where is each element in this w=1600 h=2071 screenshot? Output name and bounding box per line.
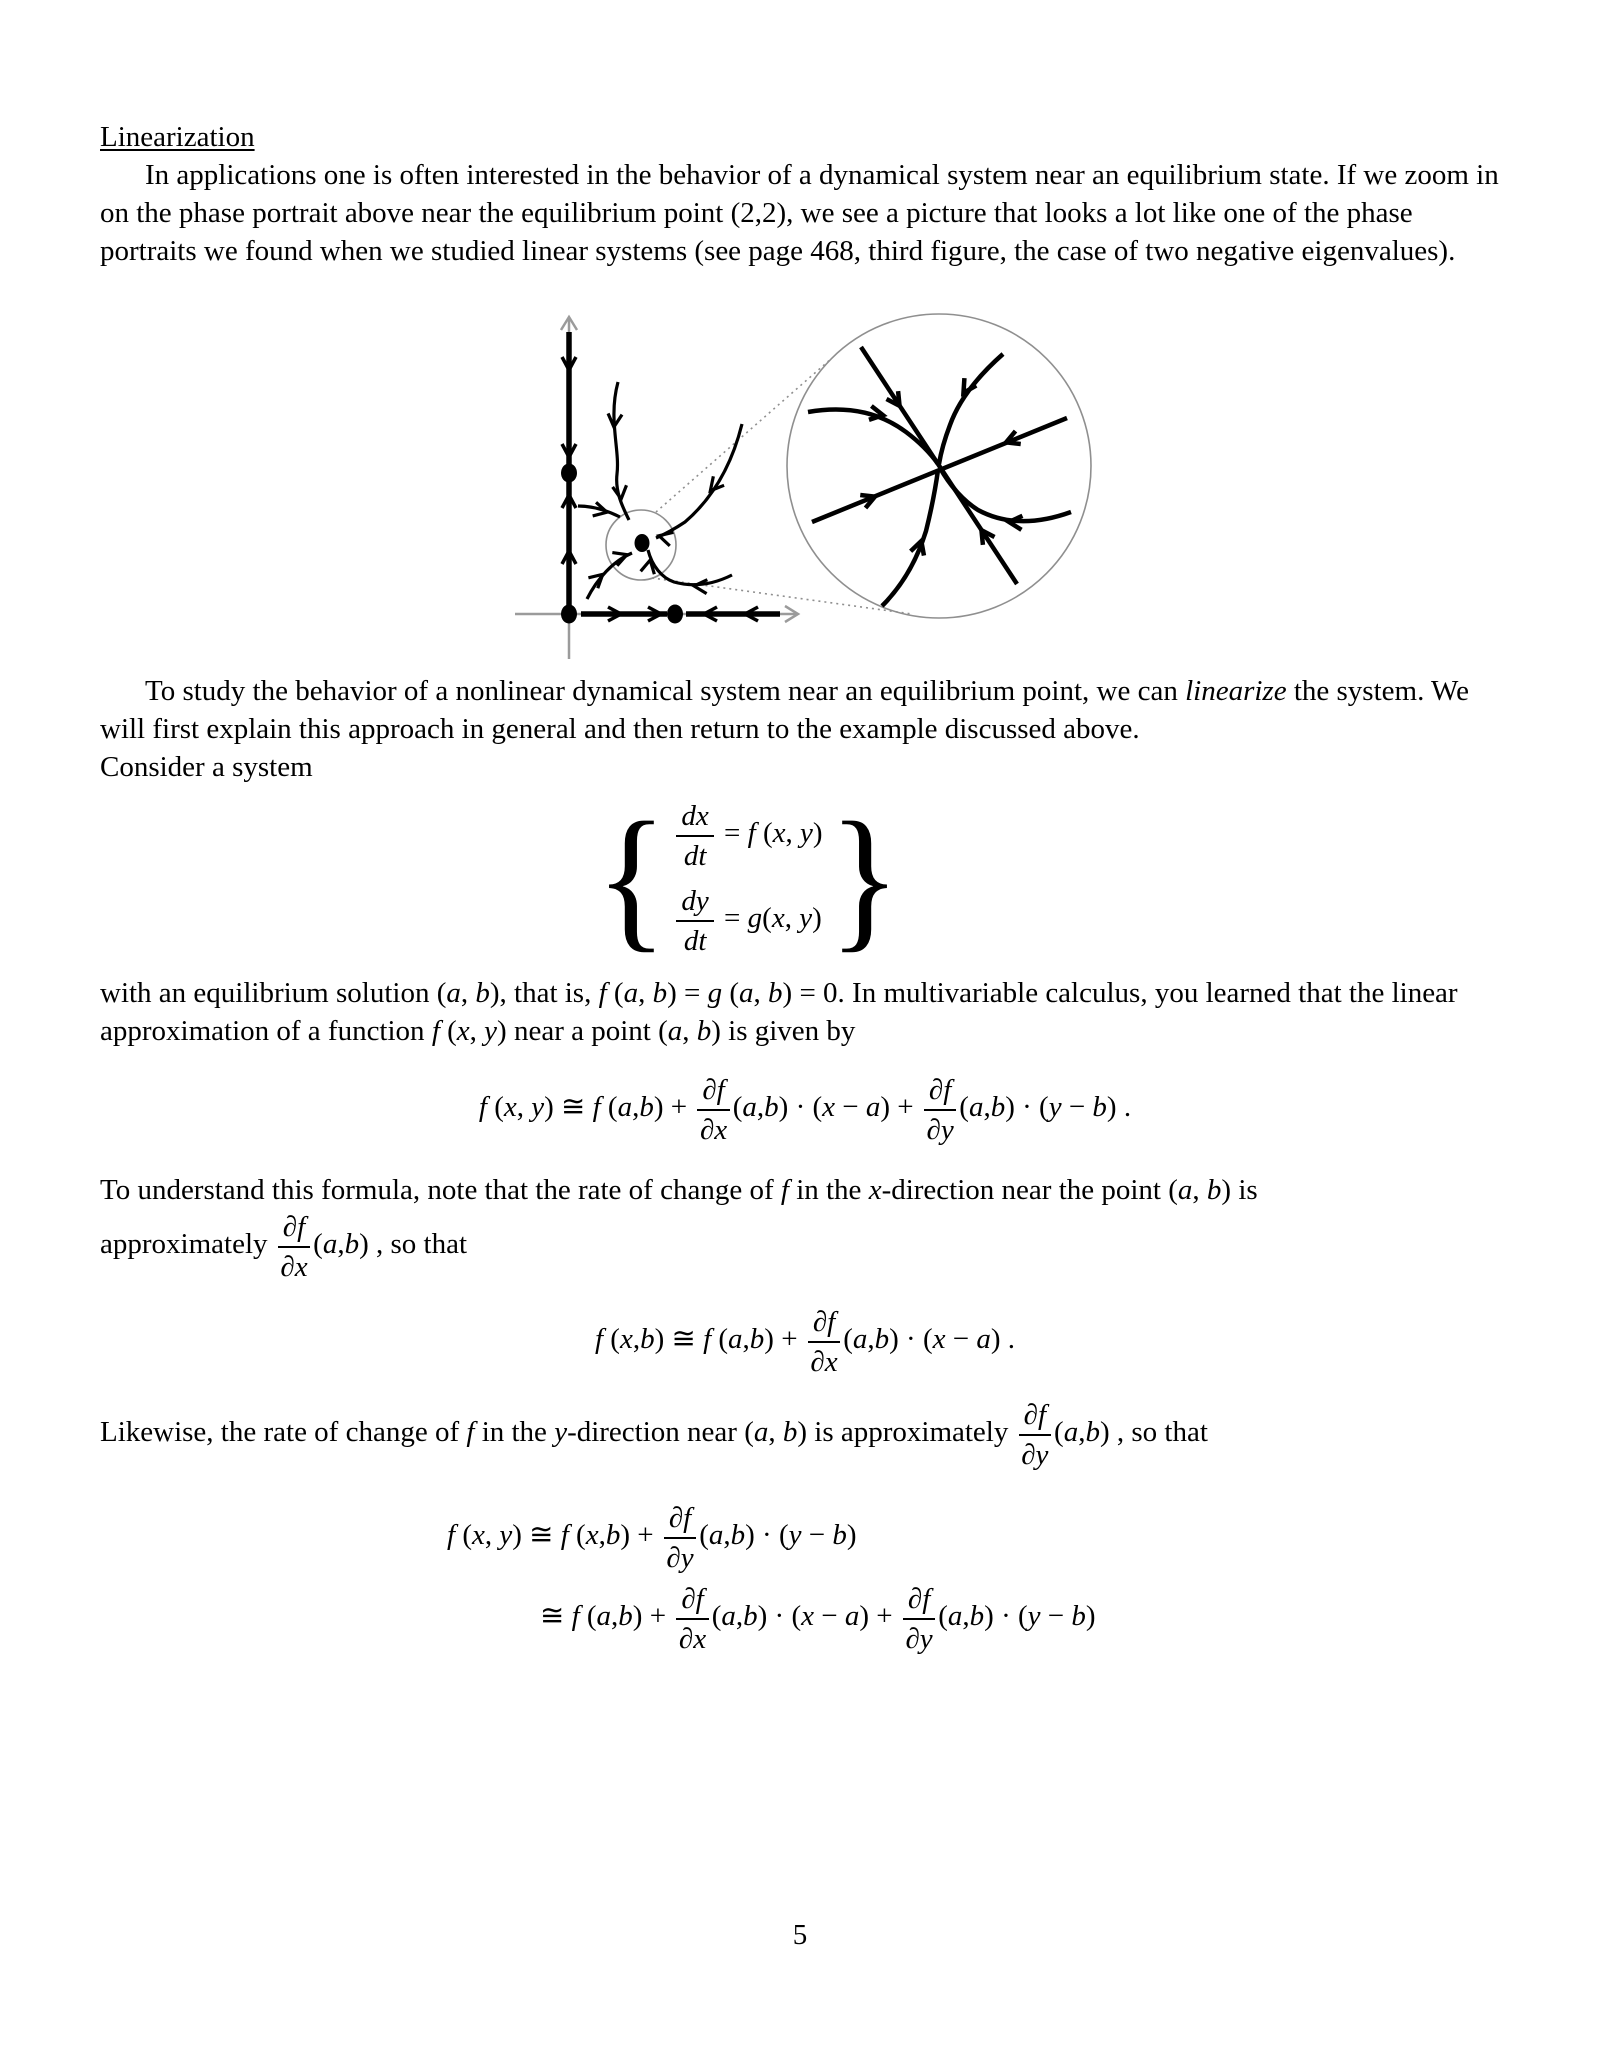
paragraph-understand-tail: approximately $\frac{\partial f}{\partial x}$ (a,b) , so that — [100, 1211, 468, 1283]
paragraph-likewise: Likewise, the rate of change of f in the y-direction near (a, b) is approximately $\frac{\partial f}{\partial y}$ (a,b) , so that — [100, 1399, 1208, 1471]
fraction: $\frac{\partial f}{\partial y}$ — [903, 1581, 935, 1656]
phase-portrait-svg — [470, 284, 1110, 664]
equilibrium-dots — [561, 464, 683, 624]
section-heading: Linearization — [100, 121, 255, 153]
fraction: $\frac{\partial f}{\partial x}$ — [697, 1072, 729, 1147]
paragraph-equilibrium: with an equilibrium solution (a, b), that is, f (a, b) = g (a, b) = 0. In multivariable calculus, you learned that the linear approximation of a function f (x, y) near a point (a, b) is given by — [100, 977, 1458, 1047]
eigen-line-steep — [861, 347, 1017, 584]
left-brace: { — [595, 789, 668, 966]
node-trajectories — [578, 382, 742, 599]
system-rows — [673, 798, 822, 958]
page-number: 5 — [792, 1919, 808, 1951]
fraction: $\frac{\partial f}{\partial y}$ — [664, 1500, 696, 1575]
paragraph-study: To study the behavior of a nonlinear dynamical system near an equilibrium point, we can linearize the system. We will first explain this approach in general and then return to the example discussed above. — [100, 675, 1469, 745]
axis-flow-arrows — [562, 357, 758, 621]
magnified-trajectory-right — [940, 468, 1071, 521]
fraction: $\frac{\partial f}{\partial y}$ — [924, 1072, 956, 1147]
fraction: $\frac{dy}{dt}$ — [676, 883, 713, 958]
paragraph-intro: In applications one is often interested in the behavior of a dynamical system near an equilibrium state. If we zoom in on the phase portrait above near the equilibrium point (2,2), we see a picture that looks a lot like one of the phase portraits we found when we studied linear systems (see page 468, third figure, the case of two negative eigenvalues). — [100, 159, 1499, 267]
equation-linear-approximation: f (x, y) ≅ f (a,b) + $\frac{\partial f}{\partial x}$ (a,b) · (x − a) + $\frac{\partial f}{\partial y}$ (a,b) · (y − b) . — [478, 1074, 1132, 1146]
right-brace: } — [828, 789, 901, 966]
equation-y-approximation-line1: f (x, y) ≅ f (x,b) + $\frac{\partial f}{\partial y}$ (a,b) · (y − b) — [447, 1502, 857, 1574]
paragraph-understand: To understand this formula, note that the rate of change of f in the x-direction near the point (a, b) is — [100, 1174, 1258, 1206]
equation-y-approximation — [100, 1500, 1510, 1656]
fraction: $\frac{\partial f}{\partial x}$ — [278, 1209, 310, 1284]
fraction: $\frac{\partial f}{\partial x}$ — [676, 1581, 708, 1656]
fraction: $\frac{dx}{dt}$ — [676, 798, 713, 873]
equation-dx-dt: $\frac{dx}{dt}$ = f (x, y) — [673, 798, 822, 873]
equation-y-approximation-line2: ≅ f (a,b) + $\frac{\partial f}{\partial x}$ (a,b) · (x − a) + $\frac{\partial f}{\partial y}$ (a,b) · (y − b) — [540, 1583, 1096, 1655]
equilibrium-dot-y-axis — [561, 464, 577, 483]
equation-dy-dt: $\frac{dy}{dt}$ = g(x, y) — [673, 883, 821, 958]
trajectory-from-lower-right — [648, 550, 732, 585]
equilibrium-dot-node — [635, 534, 650, 552]
equilibrium-dot-origin — [561, 605, 577, 624]
fraction: $\frac{\partial f}{\partial y}$ — [1019, 1397, 1051, 1472]
equation-x-approximation: f (x,b) ≅ f (a,b) + $\frac{\partial f}{\partial x}$ (a,b) · (x − a) . — [594, 1306, 1016, 1378]
page-content — [100, 118, 1510, 1656]
paragraph-consider: Consider a system — [100, 751, 313, 783]
magnified-node-view — [808, 347, 1071, 606]
equilibrium-dot-x-axis — [667, 605, 683, 624]
fraction: $\frac{\partial f}{\partial x}$ — [808, 1304, 840, 1379]
trajectory-from-upper-right — [656, 424, 742, 538]
system-of-equations — [595, 789, 901, 966]
axis-trajectories — [569, 332, 780, 614]
magnifier-callout-lines — [652, 358, 912, 614]
phase-portrait-figure — [470, 284, 1110, 664]
